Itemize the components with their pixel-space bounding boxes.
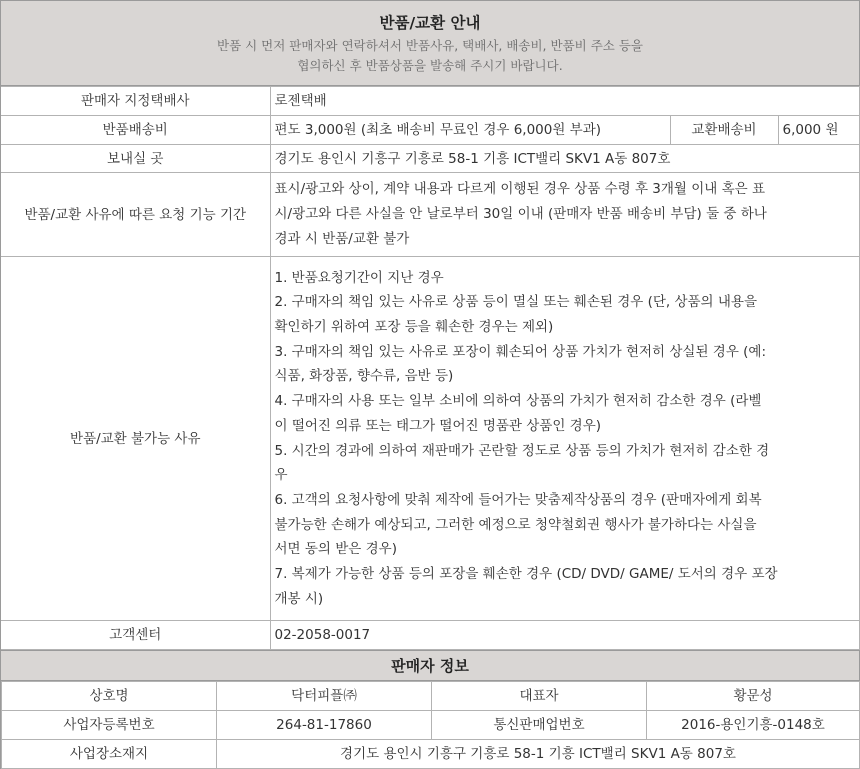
not-allowed-line: 우	[274, 467, 288, 484]
not-allowed-line: 1. 반품요청기간이 지난 경우	[274, 269, 444, 286]
notice-title: 반품/교환 안내	[379, 14, 481, 32]
return-fee-label: 반품배송비	[1, 116, 270, 145]
seller-row	[2, 711, 860, 740]
not-allowed-line: 불가능한 손해가 예상되고, 그러한 예정으로 청약철회권 행사가 불가하다는 사실을	[274, 516, 757, 533]
courier-value: 로젠택배	[270, 87, 859, 116]
company-label: 상호명	[2, 682, 217, 711]
request-period-row	[1, 173, 859, 257]
biz-no-value: 264-81-17860	[217, 711, 432, 740]
seller-row	[2, 682, 860, 711]
request-period-line: 경과 시 반품/교환 불가	[274, 230, 410, 247]
customer-center-label: 고객센터	[1, 621, 270, 650]
address-row	[1, 145, 859, 173]
seller-info-table	[1, 681, 860, 769]
not-allowed-line: 4. 구매자의 사용 또는 일부 소비에 의하여 상품의 가치가 현저히 감소한 경우 (라벨	[274, 393, 762, 410]
ceo-label: 대표자	[432, 682, 647, 711]
not-allowed-label: 반품/교환 불가능 사유	[1, 257, 270, 621]
address-value: 경기도 용인시 기흥구 기흥로 58-1 기흥 ICT밸리 SKV1 A동 807호	[270, 145, 859, 173]
not-allowed-line: 서면 동의 받은 경우)	[274, 541, 397, 558]
not-allowed-line: 3. 구매자의 책임 있는 사유로 포장이 훼손되어 상품 가치가 현저히 상실된 경우 (예:	[274, 343, 767, 360]
not-allowed-line: 5. 시간의 경과에 의하여 재판매가 곤란할 정도로 상품 등의 가치가 현저히 감소한 경	[274, 442, 770, 459]
not-allowed-line: 식품, 화장품, 향수류, 음반 등)	[274, 368, 454, 385]
address-label: 보내실 곳	[1, 145, 270, 173]
not-allowed-line: 6. 고객의 요청사항에 맞춰 제작에 들어가는 맞춤제작상품의 경우 (판매자에게 회복	[274, 491, 762, 508]
courier-row	[1, 87, 859, 116]
notice-subtitle-line1: 반품 시 먼저 판매자와 연락하셔서 반품사유, 택배사, 배송비, 반품비 주소 등을	[217, 38, 643, 53]
not-allowed-line: 확인하기 위하여 포장 등을 훼손한 경우는 제외)	[274, 318, 554, 335]
not-allowed-line: 7. 복제가 가능한 상품 등의 포장을 훼손한 경우 (CD/ DVD/ GAME/ 도서의 경우 포장	[274, 566, 778, 583]
request-period-label: 반품/교환 사유에 따른 요청 기능 기간	[1, 173, 270, 257]
mail-order-value: 2016-용인기흥-0148호	[647, 711, 860, 740]
exchange-fee-value: 6,000 원	[778, 116, 859, 145]
request-period-line: 시/광고와 다른 사실을 안 날로부터 30일 이내 (판매자 반품 배송비 부담) 둘 중 하나	[274, 206, 767, 223]
customer-center-value: 02-2058-0017	[270, 621, 859, 650]
return-info-table	[1, 86, 860, 650]
biz-no-label: 사업자등록번호	[2, 711, 217, 740]
ceo-value: 황문성	[647, 682, 860, 711]
exchange-fee-label: 교환배송비	[670, 116, 778, 145]
location-label: 사업장소재지	[2, 740, 217, 769]
not-allowed-line: 2. 구매자의 책임 있는 사유로 상품 등이 멸실 또는 훼손된 경우 (단, 상품의 내용을	[274, 294, 757, 311]
company-value: 닥터피플㈜	[217, 682, 432, 711]
mail-order-label: 통신판매업번호	[432, 711, 647, 740]
seller-row	[2, 740, 860, 769]
courier-label: 판매자 지정택배사	[1, 87, 270, 116]
request-period-line: 표시/광고와 상이, 계약 내용과 다르게 이행된 경우 상품 수령 후 3개월 이내 혹은 표	[274, 181, 766, 198]
notice-subtitle-line2: 협의하신 후 반품상품을 발송해 주시기 바랍니다.	[297, 58, 563, 73]
shipping-fee-row	[1, 116, 859, 145]
not-allowed-row	[1, 257, 859, 621]
notice-header	[1, 1, 859, 86]
not-allowed-line: 이 떨어진 의류 또는 태그가 떨어진 명품관 상품인 경우)	[274, 417, 601, 434]
request-period-value	[270, 173, 859, 257]
return-fee-value: 편도 3,000원 (최초 배송비 무료인 경우 6,000원 부과)	[270, 116, 670, 145]
not-allowed-list	[270, 257, 859, 621]
location-value: 경기도 용인시 기흥구 기흥로 58-1 기흥 ICT밸리 SKV1 A동 807호	[217, 740, 860, 769]
seller-info-title: 판매자 정보	[1, 650, 859, 681]
customer-center-row	[1, 621, 859, 650]
not-allowed-line: 개봉 시)	[274, 590, 324, 607]
